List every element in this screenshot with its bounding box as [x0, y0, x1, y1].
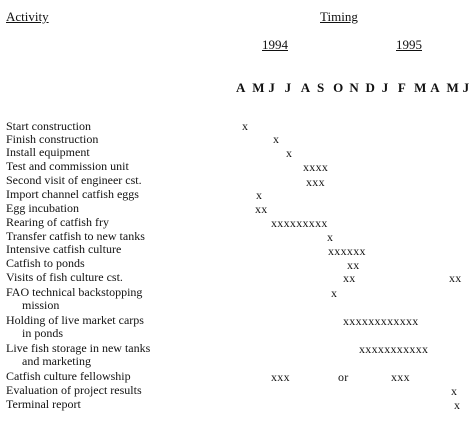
- timing-mark: xxx: [391, 370, 410, 384]
- timing-mark: x: [327, 230, 334, 244]
- timing-mark: x: [331, 286, 338, 300]
- year-1994-label: 1994: [262, 37, 288, 52]
- timing-mark: xxxxxxxxx: [271, 216, 328, 230]
- year-1995-label: 1995: [396, 37, 422, 52]
- month-label: A: [430, 80, 440, 95]
- activity-label: Finish construction: [6, 132, 99, 146]
- month-label: A: [300, 80, 311, 95]
- timing-mark: xxxxxxxxxxxx: [343, 314, 419, 328]
- activity-label: Terminal report: [6, 397, 81, 411]
- activity-column-header: Activity: [6, 9, 49, 24]
- month-label: M: [446, 80, 459, 95]
- month-label: J: [268, 80, 275, 95]
- timing-mark: x: [451, 384, 458, 398]
- activity-label: Transfer catfish to new tanks: [6, 229, 145, 243]
- timing-column-header: Timing: [320, 9, 358, 24]
- activity-label-continuation: mission: [22, 298, 60, 312]
- month-label: N: [349, 80, 359, 95]
- activity-label: Catfish to ponds: [6, 256, 85, 270]
- timing-mark: xxxxxxxxxxx: [359, 342, 429, 356]
- timing-mark: x: [454, 398, 461, 412]
- activity-label: Catfish culture fellowship: [6, 369, 131, 383]
- activity-label: Import channel catfish eggs: [6, 187, 139, 201]
- activity-label: Second visit of engineer cst.: [6, 173, 142, 187]
- timing-mark: xx: [255, 202, 268, 216]
- activity-label: FAO technical backstopping: [6, 285, 143, 299]
- activity-label: Visits of fish culture cst.: [6, 270, 123, 284]
- month-label: O: [333, 80, 344, 95]
- activity-label: Rearing of catfish fry: [6, 215, 109, 229]
- month-label: F: [397, 80, 406, 95]
- month-header-row: [236, 81, 475, 94]
- activity-label-continuation: and marketing: [22, 354, 91, 368]
- timing-mark: xxx: [271, 370, 290, 384]
- timing-mark: xxxxxx: [328, 244, 366, 258]
- activity-label: Live fish storage in new tanks: [6, 341, 151, 355]
- activity-label: Intensive catfish culture: [6, 242, 122, 256]
- timing-mark: x: [273, 132, 280, 146]
- activity-label: Test and commission unit: [6, 159, 129, 173]
- month-label: M: [414, 80, 427, 95]
- timing-mark: x: [256, 188, 263, 202]
- activity-label: Holding of live market carps: [6, 313, 144, 327]
- timing-mark: xx: [343, 271, 356, 285]
- activity-label: Egg incubation: [6, 201, 79, 215]
- month-label: J: [284, 80, 292, 95]
- timing-mark: x: [242, 119, 249, 133]
- timing-mark: or: [338, 370, 349, 384]
- timing-mark: x: [286, 146, 293, 160]
- month-label: J: [462, 80, 470, 95]
- activity-label: Start construction: [6, 119, 91, 133]
- timing-mark: xx: [449, 271, 462, 285]
- timing-mark: xxx: [306, 175, 325, 189]
- month-label: M: [252, 80, 265, 95]
- month-label: S: [316, 80, 325, 95]
- timing-mark: xx: [347, 258, 360, 272]
- activity-label: Install equipment: [6, 145, 90, 159]
- activity-label-continuation: in ponds: [22, 326, 64, 340]
- timing-mark: xxxx: [303, 160, 329, 174]
- month-label: D: [365, 80, 375, 95]
- activity-label: Evaluation of project results: [6, 383, 142, 397]
- month-label: J: [381, 80, 389, 95]
- month-label: A: [236, 80, 246, 95]
